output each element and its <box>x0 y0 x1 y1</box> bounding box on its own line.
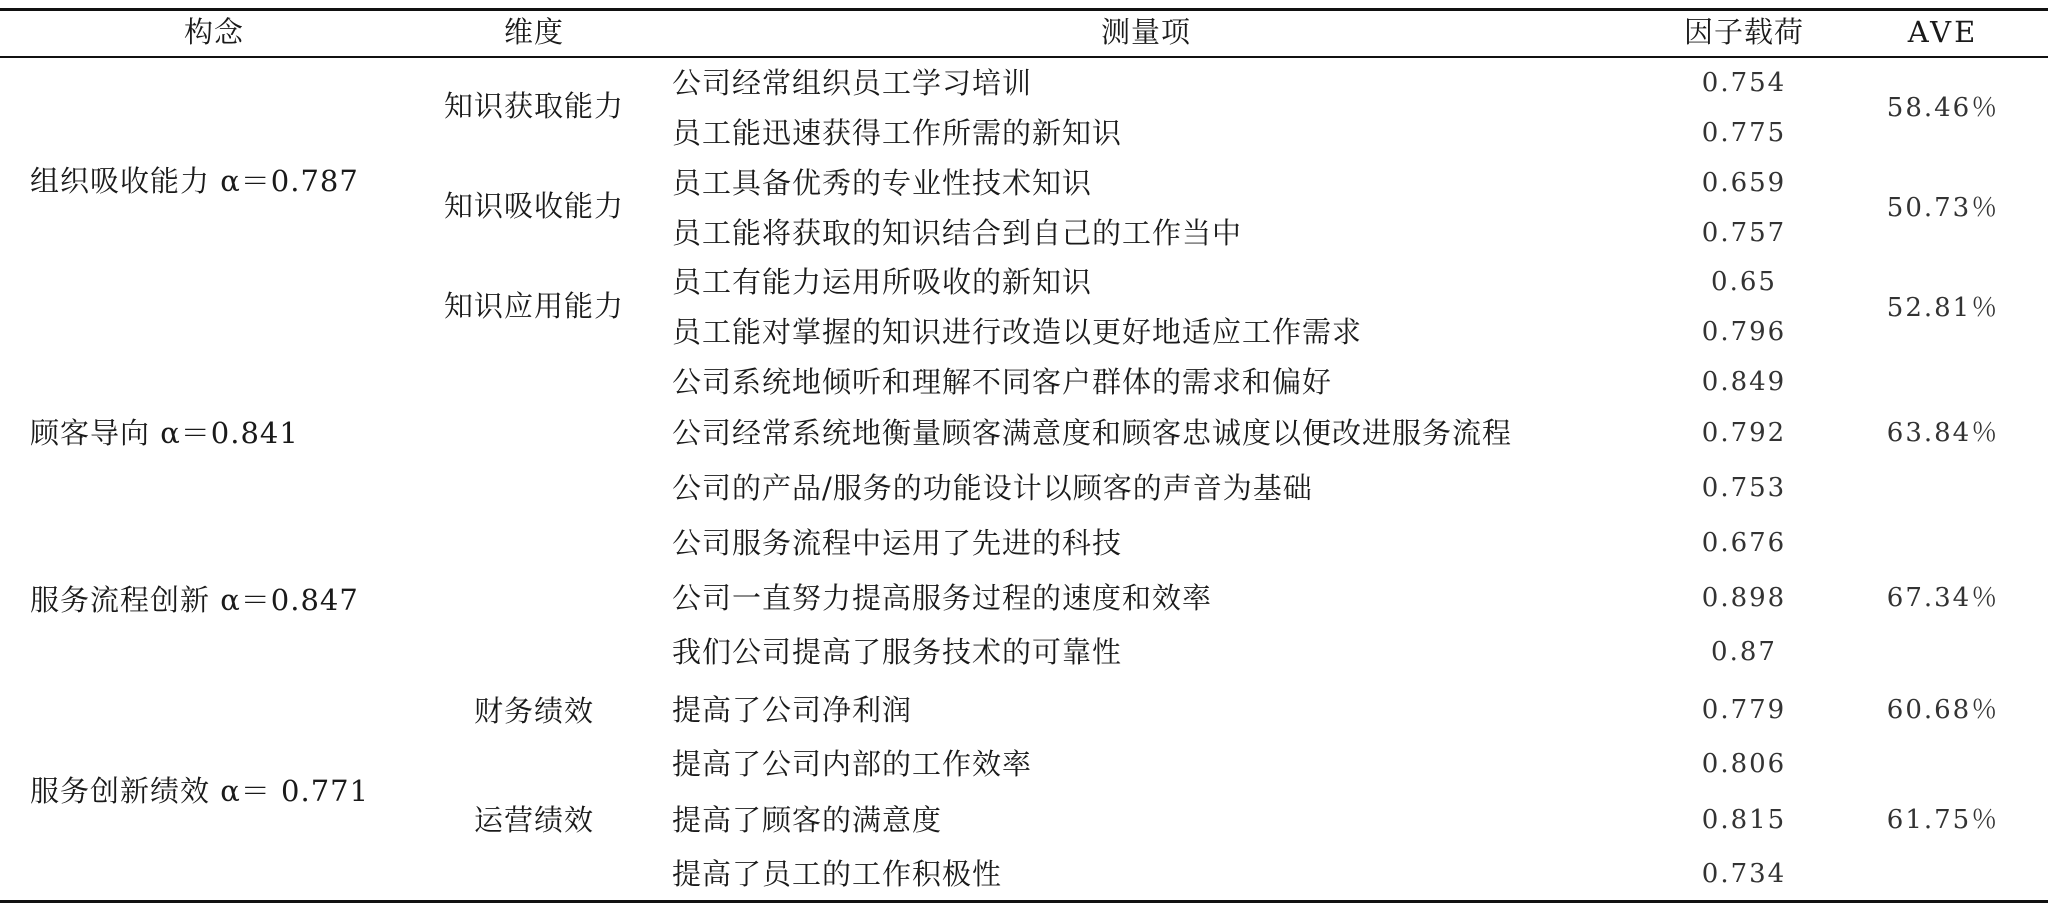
item-text: 员工具备优秀的专业性技术知识 <box>672 166 1093 200</box>
item-loading: 0.792 <box>1701 418 1787 448</box>
construct-label: 服务流程创新 α＝0.847 <box>30 583 359 617</box>
item-text: 公司经常组织员工学习培训 <box>672 66 1033 100</box>
dimension-label: 知识吸收能力 <box>443 189 625 223</box>
item-text: 提高了顾客的满意度 <box>672 803 943 837</box>
item-loading: 0.898 <box>1701 583 1787 613</box>
item-text: 我们公司提高了服务技术的可靠性 <box>672 635 1123 669</box>
item-loading: 0.849 <box>1701 367 1787 397</box>
item-text: 员工能对掌握的知识进行改造以更好地适应工作需求 <box>672 315 1363 349</box>
item-loading: 0.796 <box>1701 317 1787 347</box>
item-text: 员工能迅速获得工作所需的新知识 <box>672 116 1123 150</box>
dimension-ave: 52.81％ <box>1886 293 2000 323</box>
construct-label: 服务创新绩效 α＝ 0.771 <box>30 774 370 808</box>
dimension-label: 财务绩效 <box>473 694 595 728</box>
header-ave: AVE <box>1907 15 1979 49</box>
item-text: 公司服务流程中运用了先进的科技 <box>672 526 1123 560</box>
item-loading: 0.779 <box>1701 695 1787 725</box>
item-loading: 0.775 <box>1701 118 1787 148</box>
item-loading: 0.757 <box>1701 218 1787 248</box>
item-text: 员工有能力运用所吸收的新知识 <box>672 265 1093 299</box>
item-loading: 0.676 <box>1701 528 1787 558</box>
dimension-ave: 61.75％ <box>1886 805 2000 835</box>
dimension-label: 知识获取能力 <box>443 89 625 123</box>
dimension-ave: 58.46％ <box>1886 93 2000 123</box>
header-loading: 因子载荷 <box>1683 15 1805 49</box>
construct-label: 顾客导向 α＝0.841 <box>30 416 299 450</box>
item-text: 公司经常系统地衡量顾客满意度和顾客忠诚度以便改进服务流程 <box>672 416 1513 450</box>
header-dimension: 维度 <box>503 15 565 49</box>
dimension-ave: 60.68％ <box>1886 695 2000 725</box>
item-text: 提高了员工的工作积极性 <box>672 857 1003 891</box>
item-loading: 0.754 <box>1701 68 1787 98</box>
item-text: 公司系统地倾听和理解不同客户群体的需求和偏好 <box>672 365 1333 399</box>
item-text: 提高了公司净利润 <box>672 693 913 727</box>
dimension-ave: 50.73％ <box>1886 193 2000 223</box>
item-text: 公司的产品/服务的功能设计以顾客的声音为基础 <box>672 471 1313 505</box>
item-text: 员工能将获取的知识结合到自己的工作当中 <box>672 216 1243 250</box>
item-loading: 0.806 <box>1701 749 1787 779</box>
dimension-label: 运营绩效 <box>473 803 595 837</box>
dimension-ave: 63.84％ <box>1886 418 2000 448</box>
item-loading: 0.734 <box>1701 859 1787 889</box>
header-construct: 构念 <box>183 15 245 49</box>
dimension-ave: 67.34％ <box>1886 583 2000 613</box>
header-item: 测量项 <box>1100 15 1192 49</box>
item-loading: 0.753 <box>1701 473 1787 503</box>
table-header-rule <box>0 56 2048 58</box>
table-bottom-rule <box>0 900 2048 903</box>
table-top-rule <box>0 8 2048 11</box>
item-text: 提高了公司内部的工作效率 <box>672 747 1033 781</box>
dimension-label: 知识应用能力 <box>443 289 625 323</box>
construct-label: 组织吸收能力 α＝0.787 <box>30 164 359 198</box>
item-loading: 0.659 <box>1701 168 1787 198</box>
item-loading: 0.815 <box>1701 805 1787 835</box>
item-loading: 0.65 <box>1711 267 1777 297</box>
item-text: 公司一直努力提高服务过程的速度和效率 <box>672 581 1213 615</box>
item-loading: 0.87 <box>1711 637 1777 667</box>
